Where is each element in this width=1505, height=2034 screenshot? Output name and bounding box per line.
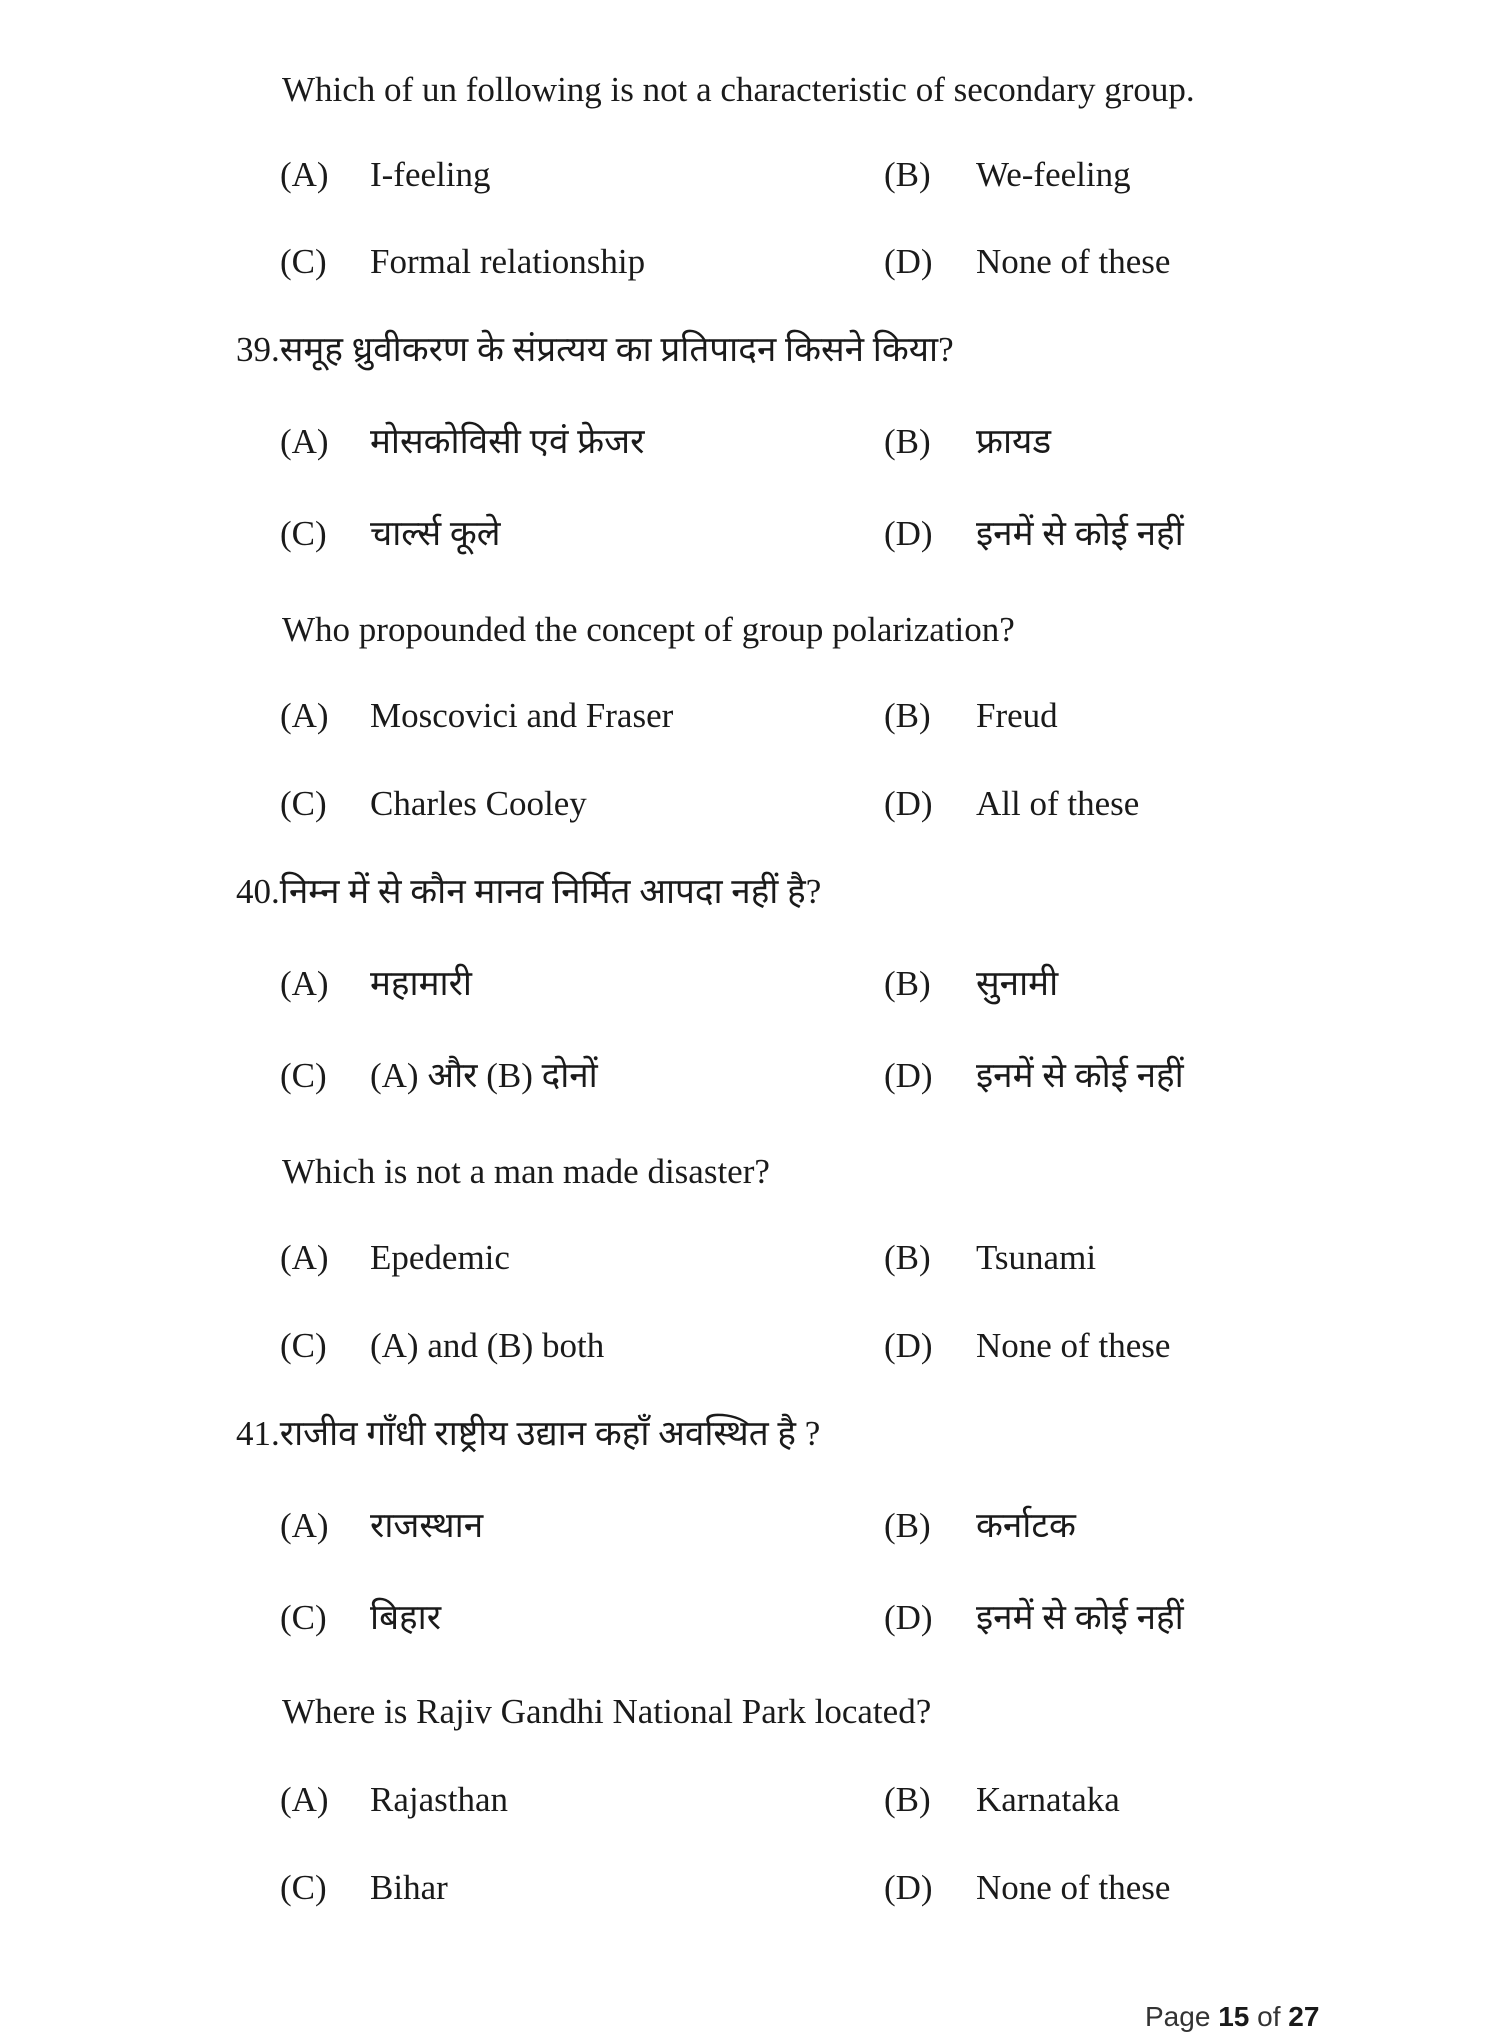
option-row: (A) राजस्थान (B) कर्नाटक [280,1506,1076,1545]
total-pages-number: 27 [1288,2001,1320,2032]
option-row: (C) चार्ल्स कूले (D) इनमें से कोई नहीं [280,514,1184,553]
page-indicator: Page 15 of 27 [1145,2001,1320,2032]
question-heading [0,870,1505,914]
option-row: (C) Bihar (D) None of these [280,1868,1171,1907]
option-row: (C) Formal relationship (D) None of these [280,242,1171,281]
option-row: (C) (A) and (B) both (D) None of these [280,1326,1171,1365]
option-row: (C) (A) और (B) दोनों (D) इनमें से कोई नहीं [280,1056,1184,1095]
option-row: (C) बिहार (D) इनमें से कोई नहीं [280,1598,1184,1637]
option-row: (A) महामारी (B) सुनामी [280,964,1059,1003]
option-row: (A) Rajasthan (B) Karnataka [280,1780,1120,1819]
question-heading [0,328,1505,372]
question-number: 41. [236,1414,280,1453]
question-heading [0,1412,1505,1456]
question-stem: Where is Rajiv Gandhi National Park located? [282,1692,932,1731]
current-page-number: 15 [1218,2001,1250,2032]
option-row: (C) Charles Cooley (D) All of these [280,784,1140,823]
option-row: (A) Moscovici and Fraser (B) Freud [280,696,1058,735]
question-stem: Which of un following is not a characteristic of secondary group. [282,70,1195,109]
option-row: (A) Epedemic (B) Tsunami [280,1238,1097,1277]
question-stem: Which is not a man made disaster? [282,1152,770,1191]
question-number: 40. [236,872,280,911]
option-row: (A) I-feeling (B) We-feeling [280,155,1131,194]
question-stem-hindi: समूह ध्रुवीकरण के संप्रत्यय का प्रतिपादन किसने किया? [279,330,954,369]
question-stem: Who propounded the concept of group polarization? [282,610,1015,649]
question-number: 39. [236,330,280,369]
question-stem-hindi: राजीव गाँधी राष्ट्रीय उद्यान कहाँ अवस्थित है ? [279,1414,821,1453]
question-stem-hindi: निम्न में से कौन मानव निर्मित आपदा नहीं है? [279,872,822,911]
option-row: (A) मोसकोविसी एवं फ्रेजर (B) फ्रायड [280,422,1052,461]
